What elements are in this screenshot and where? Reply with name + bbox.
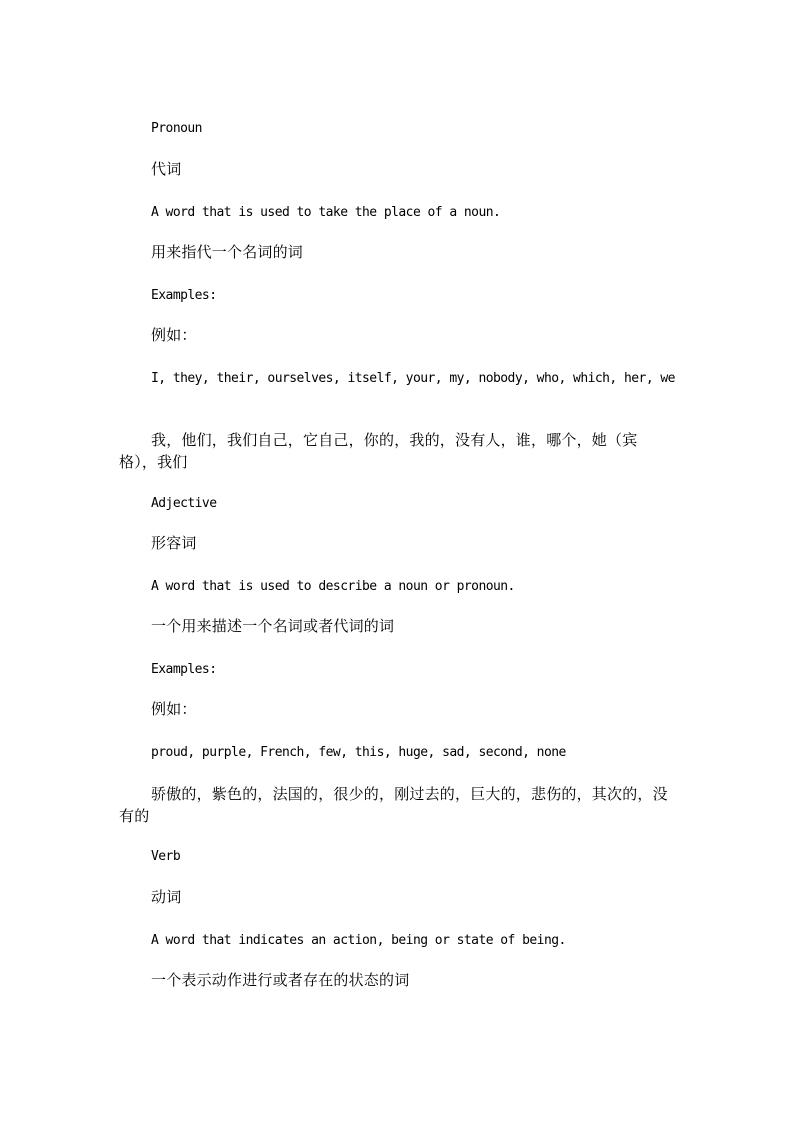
definition-chinese: 用来指代一个名词的词 — [151, 243, 304, 261]
examples-chinese: 骄傲的，紫色的，法国的，很少的，刚过去的，巨大的，悲伤的，其次的，没有的 — [119, 785, 668, 825]
term-chinese: 代词 — [151, 160, 182, 178]
term-chinese: 动词 — [151, 888, 182, 906]
term-chinese: 形容词 — [151, 534, 197, 552]
definition-chinese: 一个用来描述一个名词或者代词的词 — [151, 617, 395, 635]
examples-chinese: 我，他们，我们自己，它自己，你的，我的，没有人，谁，哪个，她（宾格），我们 — [119, 431, 638, 471]
term-english: Pronoun — [151, 121, 202, 136]
examples-label-english: Examples: — [151, 288, 217, 303]
examples-english: I, they, their, ourselves, itself, your, my, nobody, who, which, her, we — [151, 371, 675, 386]
definition-english: A word that is used to take the place of a noun. — [151, 205, 501, 220]
examples-label-english: Examples: — [151, 662, 217, 677]
definition-english: A word that is used to describe a noun or pronoun. — [151, 579, 515, 594]
examples-english: proud, purple, French, few, this, huge, sad, second, none — [151, 745, 566, 760]
definition-chinese: 一个表示动作进行或者存在的状态的词 — [151, 971, 410, 989]
examples-label-chinese: 例如： — [151, 326, 197, 344]
term-english: Adjective — [151, 496, 217, 511]
examples-label-chinese: 例如： — [151, 700, 197, 718]
term-english: Verb — [151, 849, 181, 864]
definition-english: A word that indicates an action, being or state of being. — [151, 933, 566, 948]
